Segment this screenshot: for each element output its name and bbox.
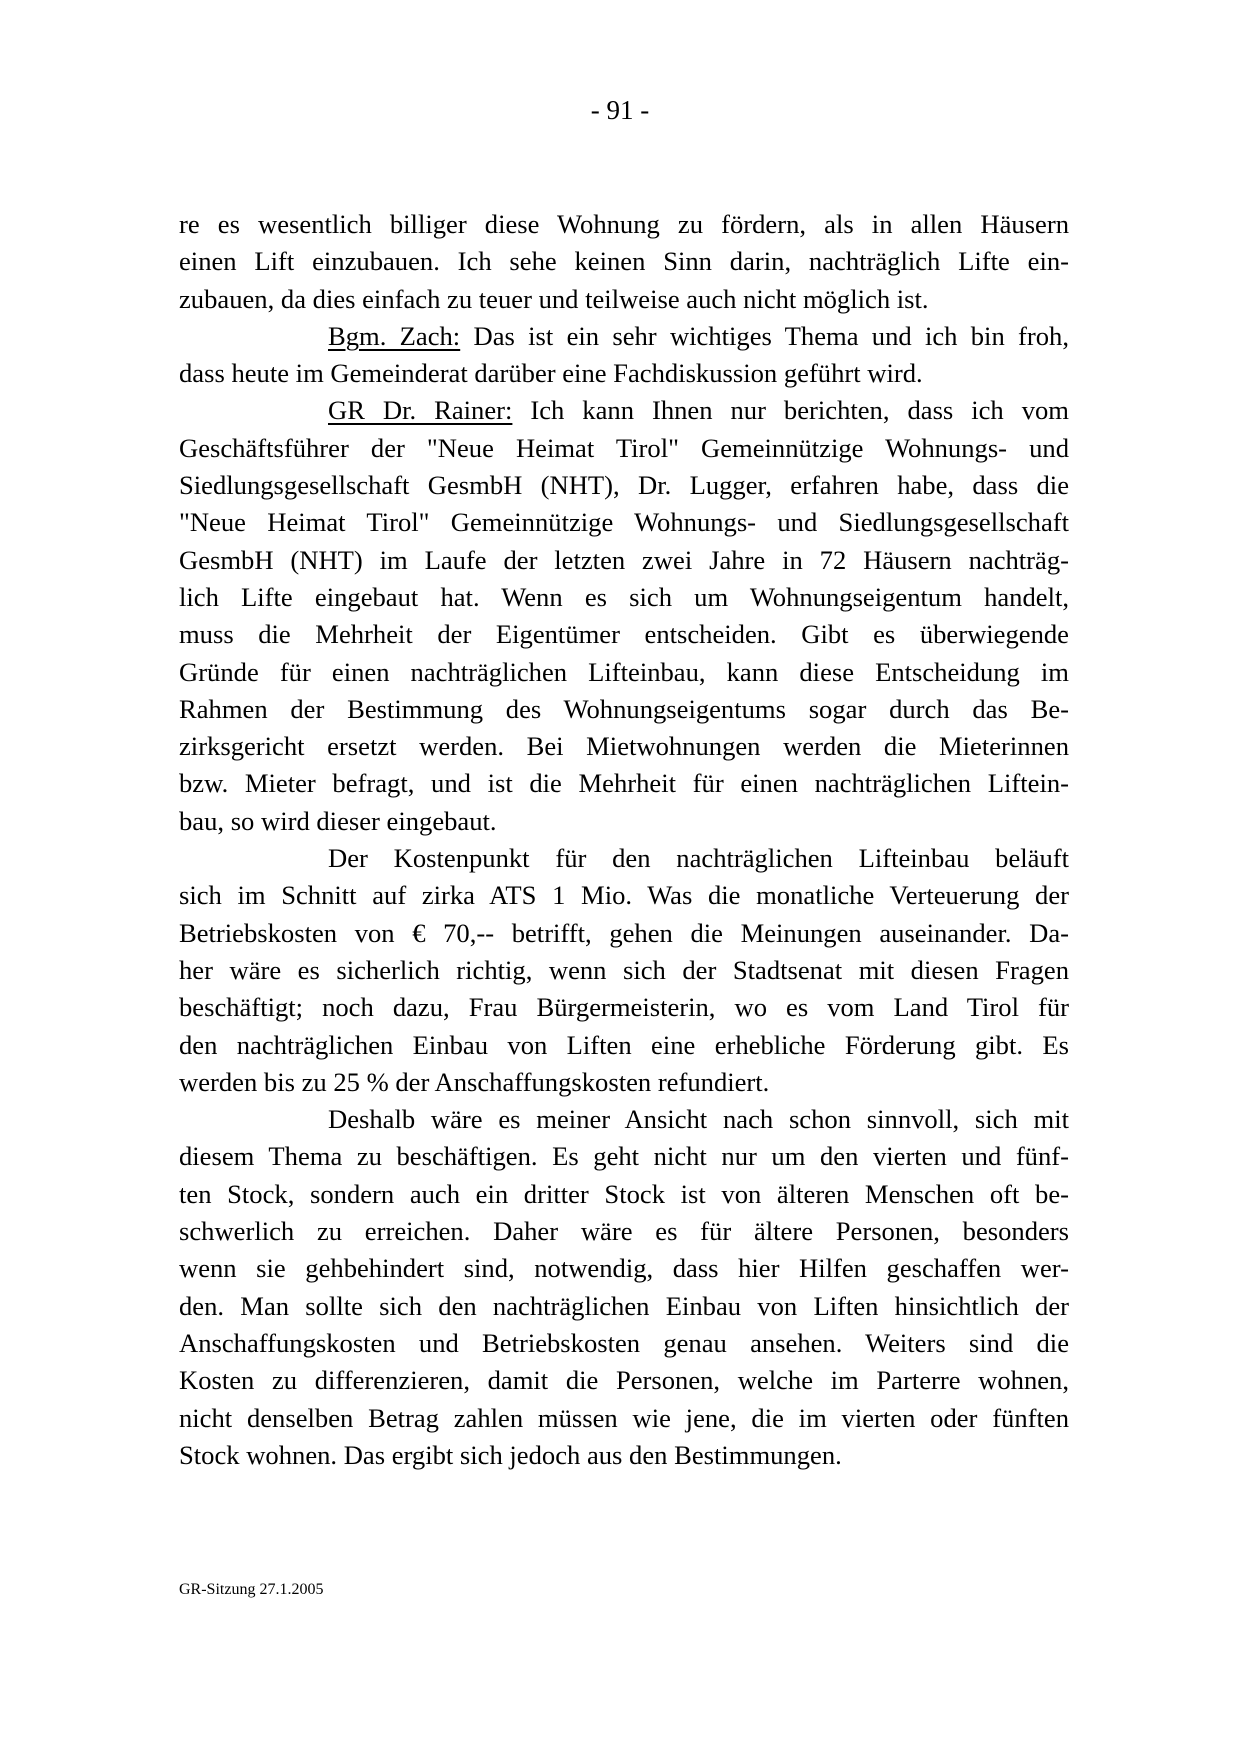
paragraph-speech-bgm-zach xyxy=(179,318,1069,393)
text-line: re es wesentlich billiger diese Wohnung zu fördern, als in allen Häusern xyxy=(179,209,1069,239)
text-line: Kosten zu differenzieren, damit die Personen, welche im Parterre wohnen, xyxy=(179,1365,1069,1396)
page-number: - 91 - xyxy=(590,95,650,125)
text-line: dass heute im Gemeinderat darüber eine Fachdiskussion geführt wird. xyxy=(179,358,923,389)
text-line: beschäftigt; noch dazu, Frau Bürgermeisterin, wo es vom Land Tirol für xyxy=(179,992,1069,1023)
text-line: Der Kostenpunkt für den nachträglichen Lifteinbau beläuft xyxy=(328,843,1069,874)
paragraph-continuation xyxy=(179,206,1069,318)
paragraph-costs xyxy=(179,840,1069,1101)
text-line: her wäre es sicherlich richtig, wenn sich der Stadtsenat mit diesen Fragen xyxy=(179,954,1069,985)
document-body xyxy=(179,206,1069,1474)
paragraph-conclusion xyxy=(179,1101,1069,1474)
text-line: "Neue Heimat Tirol" Gemeinnützige Wohnungs- und Siedlungsgesellschaft xyxy=(179,507,1069,538)
text-line: den. Man sollte sich den nachträglichen Einbau von Liften hinsichtlich der xyxy=(179,1290,1069,1321)
speaker-name: GR Dr. Rainer: xyxy=(328,395,513,426)
text-line: werden bis zu 25 % der Anschaffungskosten refundiert. xyxy=(179,1066,770,1097)
text-line: einen Lift einzubauen. Ich sehe keinen Sinn darin, nachträglich Lifte ein- xyxy=(179,246,1069,277)
text-line: lich Lifte eingebaut hat. Wenn es sich um Wohnungseigentum handelt, xyxy=(179,581,1069,612)
text-line: muss die Mehrheit der Eigentümer entscheiden. Gibt es überwiegende xyxy=(179,619,1069,650)
speaker-name: Bgm. Zach: xyxy=(328,320,461,351)
speech-text: Ich kann Ihnen nur berichten, dass ich vom xyxy=(512,395,1069,426)
speech-text: Das ist ein sehr wichtiges Thema und ich bin froh, xyxy=(460,320,1069,351)
text-line: Anschaffungskosten und Betriebskosten genau ansehen. Weiters sind die xyxy=(179,1327,1069,1358)
text-line: sich im Schnitt auf zirka ATS 1 Mio. Was die monatliche Verteuerung der xyxy=(179,880,1069,911)
text-line xyxy=(179,318,1069,355)
text-line: Betriebskosten von € 70,-- betrifft, gehen die Meinungen auseinander. Da- xyxy=(179,917,1069,948)
text-line: bzw. Mieter befragt, und ist die Mehrheit für einen nachträglichen Liftein- xyxy=(179,768,1069,799)
text-line: Rahmen der Bestimmung des Wohnungseigentums sogar durch das Be- xyxy=(179,693,1069,724)
text-line: zubauen, da dies einfach zu teuer und teilweise auch nicht möglich ist. xyxy=(179,283,929,314)
text-line: Stock wohnen. Das ergibt sich jedoch aus den Bestimmungen. xyxy=(179,1439,842,1470)
paragraph-speech-gr-dr-rainer xyxy=(179,392,1069,840)
text-line: Gründe für einen nachträglichen Lifteinbau, kann diese Entscheidung im xyxy=(179,656,1069,687)
text-line: Deshalb wäre es meiner Ansicht nach schon sinnvoll, sich mit xyxy=(328,1104,1069,1135)
text-line: Geschäftsführer der "Neue Heimat Tirol" Gemeinnützige Wohnungs- und xyxy=(179,432,1069,463)
text-line: schwerlich zu erreichen. Daher wäre es für ältere Personen, besonders xyxy=(179,1216,1069,1247)
text-line: bau, so wird dieser eingebaut. xyxy=(179,805,497,836)
text-line: wenn sie gehbehindert sind, notwendig, dass hier Hilfen geschaffen wer- xyxy=(179,1253,1069,1284)
text-line xyxy=(179,392,1069,429)
text-line: den nachträglichen Einbau von Liften eine erhebliche Förderung gibt. Es xyxy=(179,1029,1069,1060)
text-line: nicht denselben Betrag zahlen müssen wie jene, die im vierten oder fünften xyxy=(179,1402,1069,1433)
text-line: diesem Thema zu beschäftigen. Es geht nicht nur um den vierten und fünf- xyxy=(179,1141,1069,1172)
footer-session-date: GR-Sitzung 27.1.2005 xyxy=(179,1581,324,1598)
text-line: ten Stock, sondern auch ein dritter Stock ist von älteren Menschen oft be- xyxy=(179,1178,1069,1209)
text-line: GesmbH (NHT) im Laufe der letzten zwei Jahre in 72 Häusern nachträg- xyxy=(179,544,1069,575)
text-line: Siedlungsgesellschaft GesmbH (NHT), Dr. Lugger, erfahren habe, dass die xyxy=(179,470,1069,501)
text-line: zirksgericht ersetzt werden. Bei Mietwohnungen werden die Mieterinnen xyxy=(179,731,1069,762)
